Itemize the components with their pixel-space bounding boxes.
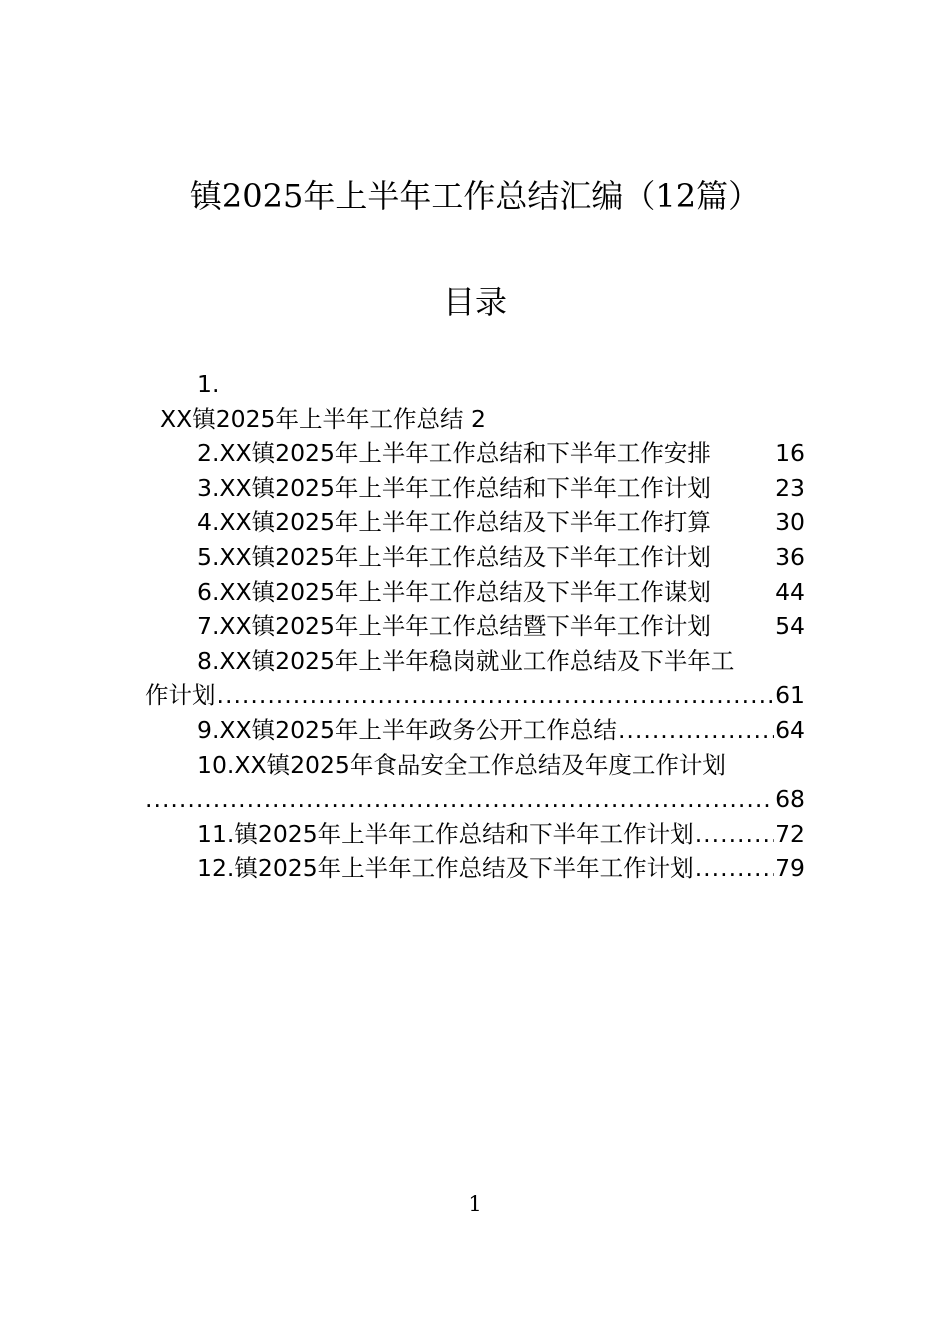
toc-leader-dots <box>145 782 774 817</box>
toc-heading: 目录 <box>442 283 507 321</box>
toc-leader-dots <box>217 678 775 713</box>
toc-entry-5[interactable] <box>145 540 805 575</box>
toc-entry-title: XX镇2025年上半年工作总结暨下半年工作计划 <box>219 612 711 641</box>
toc-leader-dots <box>695 817 774 852</box>
toc-entry-number: 1. <box>197 370 220 398</box>
toc-entry-title: XX镇2025年上半年工作总结和下半年工作安排 <box>219 439 711 468</box>
toc-entry-number: 7. <box>197 612 220 641</box>
toc-entry-page: 36 <box>775 542 805 571</box>
document-title: 镇2025年上半年工作总结汇编（12篇） <box>189 177 761 215</box>
toc-entry-title-line2: 作计划 <box>145 681 216 710</box>
toc-entry-number: 9. <box>197 715 220 744</box>
toc-leader-dots <box>618 713 774 748</box>
toc-entry-title: XX镇2025年上半年工作总结及下半年工作计划 <box>219 542 711 571</box>
page-number: 1 <box>468 1192 482 1216</box>
toc-entry-page: 68 <box>775 785 805 814</box>
toc-entry-12[interactable] <box>145 851 805 886</box>
toc-entry-page: 16 <box>775 439 805 468</box>
toc-entry-title: XX镇2025年上半年政务公开工作总结 <box>219 715 617 744</box>
toc-entry-number: 5. <box>197 542 220 571</box>
toc-leader-dots <box>695 851 774 886</box>
toc-entry-page: 44 <box>775 577 805 606</box>
toc-entry-title: XX镇2025年食品安全工作总结及年度工作计划 <box>234 750 726 779</box>
toc-entry-number: 12. <box>197 854 235 883</box>
toc-entry-2[interactable] <box>145 436 805 471</box>
toc-entry-page: 30 <box>775 508 805 537</box>
toc-entry-number: 10. <box>197 750 235 779</box>
toc-entry-page: 2 <box>471 404 486 433</box>
toc-entry-10[interactable] <box>145 748 805 817</box>
toc-entry-page: 23 <box>775 473 805 502</box>
toc-entry-number: 2. <box>197 439 220 468</box>
toc-entry-3[interactable] <box>145 471 805 506</box>
toc-entry-title: XX镇2025年上半年工作总结 <box>160 404 464 433</box>
toc-entry-number: 4. <box>197 508 220 537</box>
toc-entry-title: XX镇2025年上半年工作总结和下半年工作计划 <box>219 473 711 502</box>
toc-entry-page: 79 <box>775 854 805 883</box>
toc-entry-number: 8. <box>197 646 220 675</box>
toc-entry-8[interactable] <box>145 644 805 713</box>
toc-entry-page: 64 <box>775 715 805 744</box>
toc-entry-11[interactable] <box>145 817 805 852</box>
toc-entry-page: 72 <box>775 819 805 848</box>
toc-entry-page: 61 <box>775 681 805 710</box>
toc-entry-title-line1: XX镇2025年上半年稳岗就业工作总结及下半年工 <box>219 646 735 675</box>
toc-entry-page: 54 <box>775 612 805 641</box>
toc-entry-title: 镇2025年上半年工作总结和下半年工作计划 <box>234 819 694 848</box>
toc-entry-title: 镇2025年上半年工作总结及下半年工作计划 <box>234 854 694 883</box>
toc-entry-title: XX镇2025年上半年工作总结及下半年工作打算 <box>219 508 711 537</box>
toc-entry-number: 3. <box>197 473 220 502</box>
toc-entry-9[interactable] <box>145 713 805 748</box>
toc-entry-4[interactable] <box>145 505 805 540</box>
table-of-contents <box>145 367 805 886</box>
toc-entry-1[interactable] <box>145 367 805 436</box>
toc-entry-7[interactable] <box>145 609 805 644</box>
toc-entry-number: 11. <box>197 819 235 848</box>
toc-entry-title: XX镇2025年上半年工作总结及下半年工作谋划 <box>219 577 711 606</box>
toc-entry-number: 6. <box>197 577 220 606</box>
toc-entry-6[interactable] <box>145 575 805 610</box>
